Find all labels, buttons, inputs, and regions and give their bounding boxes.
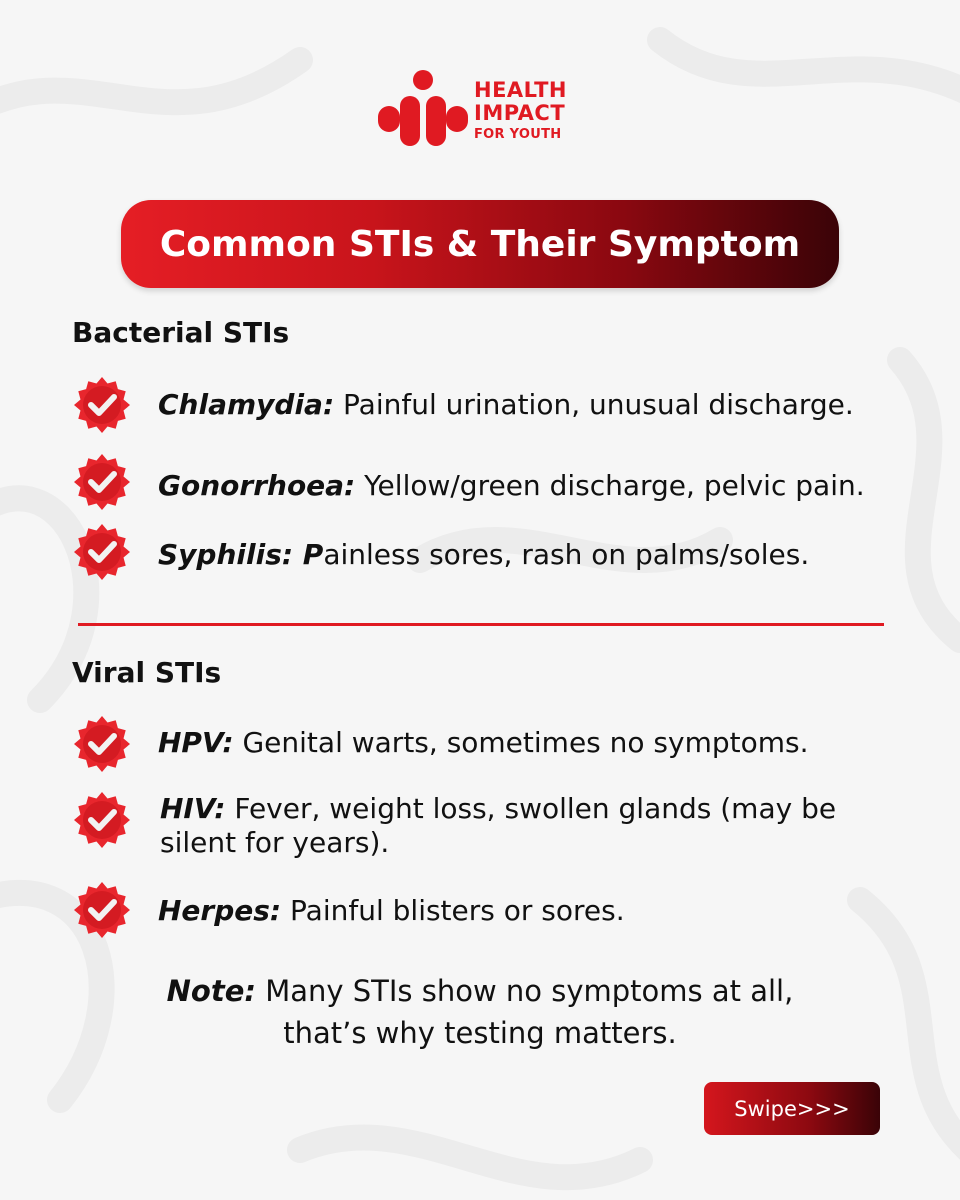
verified-check-badge-icon (72, 452, 132, 512)
list-item (72, 880, 902, 950)
item-text (158, 726, 898, 760)
item-description: Yellow/green discharge, pelvic pain. (364, 469, 865, 502)
list-item (72, 522, 902, 592)
page-title: Common STIs & Their Symptom (121, 200, 839, 288)
section-heading-viral: Viral STIs (72, 656, 222, 689)
item-text (158, 469, 898, 503)
brand-name (474, 80, 567, 141)
item-name: Syphilis: P (158, 538, 324, 571)
verified-check-badge-icon (72, 522, 132, 582)
item-text (160, 792, 880, 860)
verified-check-badge-icon (72, 880, 132, 940)
verified-check-badge-icon (72, 375, 132, 435)
health-impact-logo-icon (378, 70, 470, 150)
item-text (158, 538, 898, 572)
item-text (158, 388, 898, 422)
item-name: Chlamydia: (158, 388, 335, 421)
brand-line-2: IMPACT (474, 101, 566, 125)
section-heading-bacterial: Bacterial STIs (72, 316, 290, 349)
section-divider (78, 623, 884, 626)
verified-check-badge-icon (72, 790, 132, 850)
item-description: Painful blisters or sores. (290, 894, 625, 927)
item-description: Painful urination, unusual discharge. (343, 388, 854, 421)
item-name: HPV: (158, 726, 234, 759)
item-description: Fever, weight loss, swollen glands (may be silent for years). (160, 792, 837, 859)
note-label: Note: (166, 974, 256, 1008)
list-item (72, 452, 902, 522)
item-text (158, 894, 898, 928)
brand-line-3: FOR YOUTH (474, 127, 562, 142)
verified-check-badge-icon (72, 714, 132, 774)
list-item (72, 790, 902, 860)
list-item (72, 714, 902, 784)
swipe-button[interactable]: Swipe>>> (704, 1082, 880, 1135)
brand-line-1: HEALTH (474, 78, 567, 102)
item-description: ainless sores, rash on palms/soles. (323, 538, 810, 571)
item-description: Genital warts, sometimes no symptoms. (242, 726, 809, 759)
item-name: Herpes: (158, 894, 282, 927)
item-name: HIV: (160, 792, 226, 825)
item-name: Gonorrhoea: (158, 469, 356, 502)
brand-logo (378, 70, 598, 150)
note-text: Many STIs show no symptoms at all, that’s why testing matters. (265, 974, 794, 1050)
list-item (72, 375, 902, 445)
note (160, 970, 800, 1054)
